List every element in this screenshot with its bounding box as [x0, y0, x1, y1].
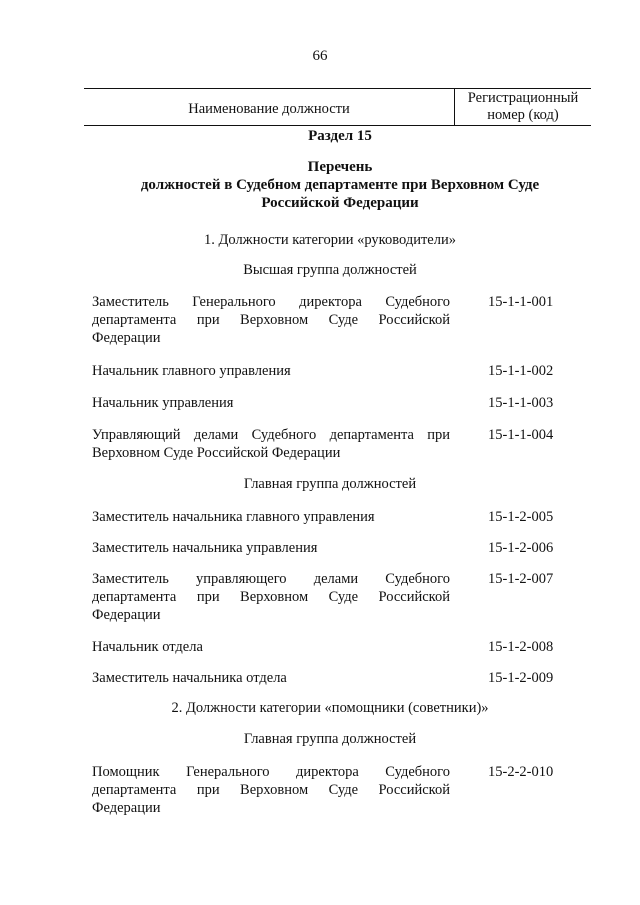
- position-name: [92, 293, 450, 347]
- position-name-line: департамента при Верховном Суде Российской: [92, 782, 450, 798]
- table-header: [84, 88, 591, 126]
- registration-code: 15-1-2-005: [488, 509, 554, 525]
- registration-code: 15-1-1-002: [488, 363, 554, 379]
- position-name-line: Заместитель Генерального директора Судебного: [92, 294, 450, 310]
- position-name: [92, 508, 450, 526]
- column-header-registration-code-line2: номер (код): [487, 107, 559, 123]
- registration-code: 15-1-1-001: [488, 294, 554, 310]
- position-name-line: Верховном Суде Российской Федерации: [92, 445, 341, 461]
- position-name-line: Заместитель начальника отдела: [92, 670, 287, 686]
- position-name-line: Начальник управления: [92, 395, 234, 411]
- page-number: 66: [312, 48, 328, 64]
- list-title-line1: Перечень: [307, 159, 373, 175]
- position-name-line: Федерации: [92, 330, 161, 346]
- position-name: [92, 426, 450, 462]
- position-name: [92, 394, 450, 412]
- column-header-registration-code: [455, 89, 591, 125]
- registration-code: 15-1-1-004: [488, 427, 554, 443]
- group-title: Главная группа должностей: [243, 731, 417, 747]
- position-name-line: департамента при Верховном Суде Российской: [92, 589, 450, 605]
- position-name-line: Федерации: [92, 800, 161, 816]
- registration-code: 15-1-2-006: [488, 540, 554, 556]
- position-name-line: Помощник Генерального директора Судебного: [92, 764, 450, 780]
- registration-code: 15-2-2-010: [488, 764, 554, 780]
- category-title: 2. Должности категории «помощники (советники)»: [171, 700, 489, 716]
- column-header-position-name: Наименование должности: [188, 100, 350, 117]
- list-title-line3: Российской Федерации: [261, 195, 419, 211]
- position-name: [92, 669, 450, 687]
- position-name-line: департамента при Верховном Суде Российской: [92, 312, 450, 328]
- position-name-line: Начальник главного управления: [92, 363, 291, 379]
- position-name-line: Начальник отдела: [92, 639, 203, 655]
- registration-code: 15-1-2-009: [488, 670, 554, 686]
- position-name: [92, 362, 450, 380]
- registration-code: 15-1-2-007: [488, 571, 554, 587]
- position-name-line: Федерации: [92, 607, 161, 623]
- registration-code: 15-1-1-003: [488, 395, 554, 411]
- position-name-line: Заместитель начальника управления: [92, 540, 318, 556]
- position-name: [92, 539, 450, 557]
- registration-code: 15-1-2-008: [488, 639, 554, 655]
- column-header-registration-code-line1: Регистрационный: [467, 90, 579, 106]
- position-name: [92, 763, 450, 817]
- position-name-line: Управляющий делами Судебного департамента при: [92, 427, 450, 443]
- list-title-line2: должностей в Судебном департаменте при Верховном Суде: [140, 177, 540, 193]
- category-title: 1. Должности категории «руководители»: [204, 232, 456, 248]
- position-name: [92, 638, 450, 656]
- group-title: Высшая группа должностей: [243, 262, 417, 278]
- position-name: [92, 570, 450, 624]
- position-name-line: Заместитель начальника главного управления: [92, 509, 375, 525]
- section-title: Раздел 15: [308, 128, 372, 144]
- group-title: Главная группа должностей: [243, 476, 417, 492]
- position-name-line: Заместитель управляющего делами Судебного: [92, 571, 450, 587]
